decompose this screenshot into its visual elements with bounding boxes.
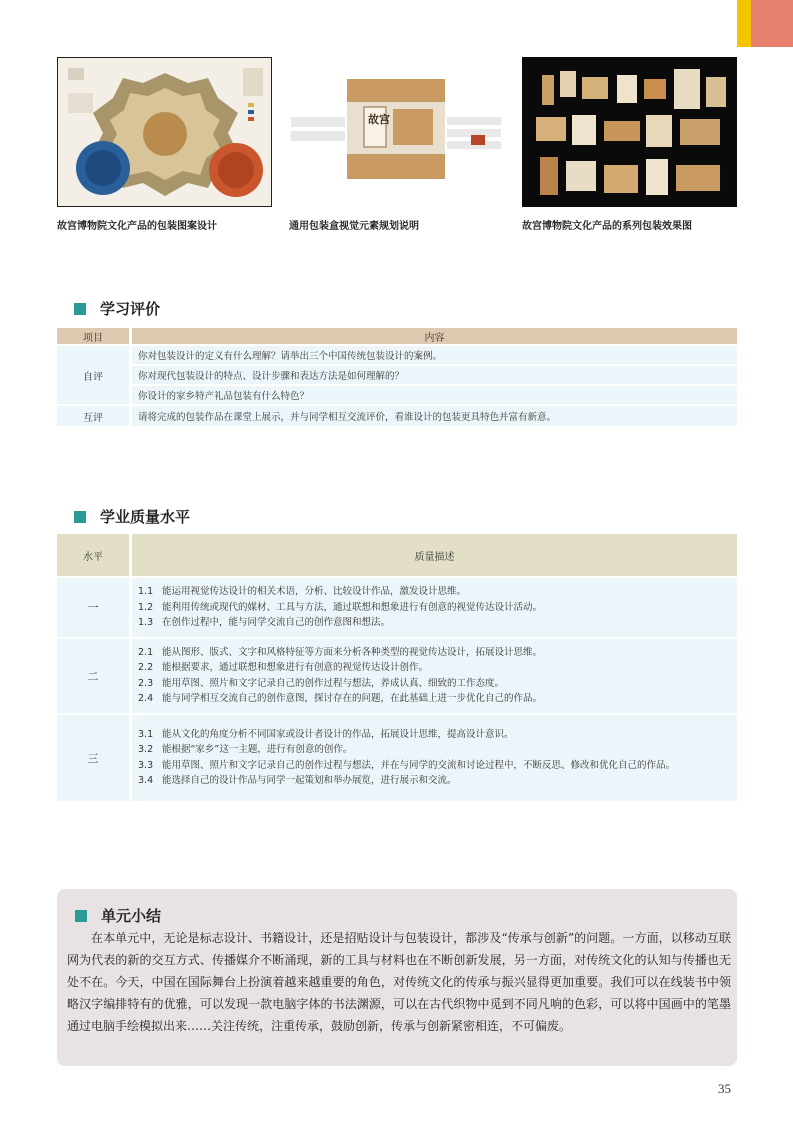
item-text: 能根据要求，通过联想和想象进行有创意的视觉传达设计创作。	[162, 662, 429, 673]
header-description: 质量描述	[132, 534, 737, 576]
item-text: 能从图形、版式、文字和风格特征等方面来分析各种类型的视觉传达设计，拓展设计思维。	[162, 646, 543, 658]
figure-caption: 故宫博物院文化产品的系列包装效果图	[522, 221, 692, 232]
box-title: 故宫	[368, 113, 390, 126]
table-row	[57, 715, 737, 801]
item-number: 2.1	[138, 646, 154, 658]
item-text: 能用草图、照片和文字记录自己的创作过程与想法，并在与同学的交流和讨论过程中，不断反思、修改和优化自己的作品。	[162, 759, 676, 771]
list-item	[138, 773, 731, 789]
item-number: 1.2	[138, 601, 154, 613]
quality-section-title	[74, 506, 190, 527]
list-item	[138, 758, 731, 774]
item-number: 1.1	[138, 586, 154, 597]
box-layout-image	[289, 57, 504, 207]
section-square-icon	[75, 910, 87, 922]
level-description	[132, 715, 737, 801]
item-text: 能用草图、照片和文字记录自己的创作过程与想法，养成认真、细致的工作态度。	[162, 677, 505, 689]
evaluation-header-row	[57, 328, 737, 344]
item-number: 2.4	[138, 693, 154, 704]
item-number: 3.2	[138, 744, 154, 755]
list-item	[138, 660, 731, 676]
list-item	[138, 676, 731, 692]
figure-series-packaging	[522, 57, 737, 232]
item-text: 在创作过程中，能与同学交流自己的创作意图和想法。	[162, 617, 391, 628]
item-number: 2.3	[138, 677, 154, 689]
header-level: 水平	[57, 534, 132, 576]
corner-accent-yellow	[737, 0, 751, 47]
unit-summary-box	[57, 889, 737, 1066]
item-text: 能选择自己的设计作品与同学一起策划和举办展览，进行展示和交流。	[162, 775, 457, 786]
summary-text: 在本单元中，无论是标志设计、书籍设计，还是招贴设计与包装设计，都涉及“传承与创新”的问题。一方面，以移动互联网为代表的新的交互方式、传播媒介不断涌现，新的工具与材料也在不断创新发展，另一方面，对传统文化的认知与传播也无处不在。今天，中国在国际舞台上扮演着越来越重要的角色，对传统文化的传承与振兴显得更加重要。我们可以在线装书中领略汉字编排特有的优雅，可以发现一款电脑字体的书法渊源，可以在古代织物中觅到不同凡响的色彩，可以将中国画中的笔墨通过电脑手绘模拟出来……关注传统，注重传承，鼓励创新，传承与创新紧密相连，不可偏废。	[67, 931, 731, 1033]
self-eval-label: 自评	[57, 346, 132, 404]
quality-title: 学业质量水平	[100, 508, 191, 526]
list-item	[138, 742, 731, 758]
table-row	[57, 578, 737, 637]
summary-section-title	[75, 905, 161, 926]
item-number: 3.3	[138, 759, 154, 771]
item-text: 能从文化的角度分析不同国家或设计者设计的作品，拓展设计思维，提高设计意识。	[162, 728, 514, 740]
pattern-design-image	[57, 57, 272, 207]
evaluation-title: 学习评价	[100, 300, 161, 318]
table-row	[57, 406, 737, 426]
list-item	[138, 645, 731, 661]
quality-table	[57, 532, 737, 803]
level-description	[132, 639, 737, 713]
item-number: 2.2	[138, 662, 154, 673]
header-content: 内容	[132, 328, 737, 344]
item-text: 能根据“家乡”这一主题，进行有创意的创作。	[162, 744, 353, 755]
item-text: 能利用传统或现代的媒材、工具与方法，通过联想和想象进行有创意的视觉传达设计活动。	[162, 601, 543, 613]
self-eval-item: 你对现代包装设计的特点、设计步骤和表达方法是如何理解的？	[132, 366, 737, 384]
self-eval-item: 你设计的家乡特产礼品包装有什么特色？	[132, 386, 737, 404]
list-item	[138, 691, 731, 707]
item-number: 1.3	[138, 617, 154, 628]
figure-caption: 故宫博物院文化产品的包装图案设计	[57, 221, 217, 232]
table-row	[57, 639, 737, 713]
list-item	[138, 615, 731, 631]
peer-eval-item: 请将完成的包装作品在课堂上展示，并与同学相互交流评价，看谁设计的包装更具特色并富有新意。	[132, 406, 737, 426]
level-label: 一	[57, 578, 132, 637]
evaluation-table	[57, 326, 737, 428]
table-row	[57, 386, 737, 404]
table-row	[57, 366, 737, 384]
item-number: 3.1	[138, 728, 154, 740]
peer-eval-label: 互评	[57, 406, 132, 426]
list-item	[138, 727, 731, 743]
figure-pattern-design	[57, 57, 272, 232]
section-square-icon	[74, 511, 86, 523]
item-text: 能与同学相互交流自己的创作意图，探讨存在的问题，在此基础上进一步优化自己的作品。	[162, 693, 543, 704]
corner-accent-red	[751, 0, 793, 47]
level-label: 三	[57, 715, 132, 801]
item-number: 3.4	[138, 775, 154, 786]
summary-title: 单元小结	[101, 907, 162, 925]
header-item: 项目	[57, 328, 132, 344]
quality-header-row	[57, 534, 737, 576]
section-square-icon	[74, 303, 86, 315]
list-item	[138, 600, 731, 616]
level-label: 二	[57, 639, 132, 713]
item-text: 能运用视觉传达设计的相关术语，分析、比较设计作品，激发设计思维。	[162, 586, 467, 597]
level-description	[132, 578, 737, 637]
list-item	[138, 584, 731, 600]
self-eval-item: 你对包装设计的定义有什么理解？请举出三个中国传统包装设计的案例。	[132, 346, 737, 364]
figure-caption: 通用包装盒视觉元素规划说明	[289, 221, 419, 232]
series-packaging-image	[522, 57, 737, 207]
table-row	[57, 346, 737, 364]
page-number: 35	[718, 1081, 731, 1096]
figure-box-layout	[289, 57, 504, 232]
evaluation-section-title	[74, 298, 160, 319]
